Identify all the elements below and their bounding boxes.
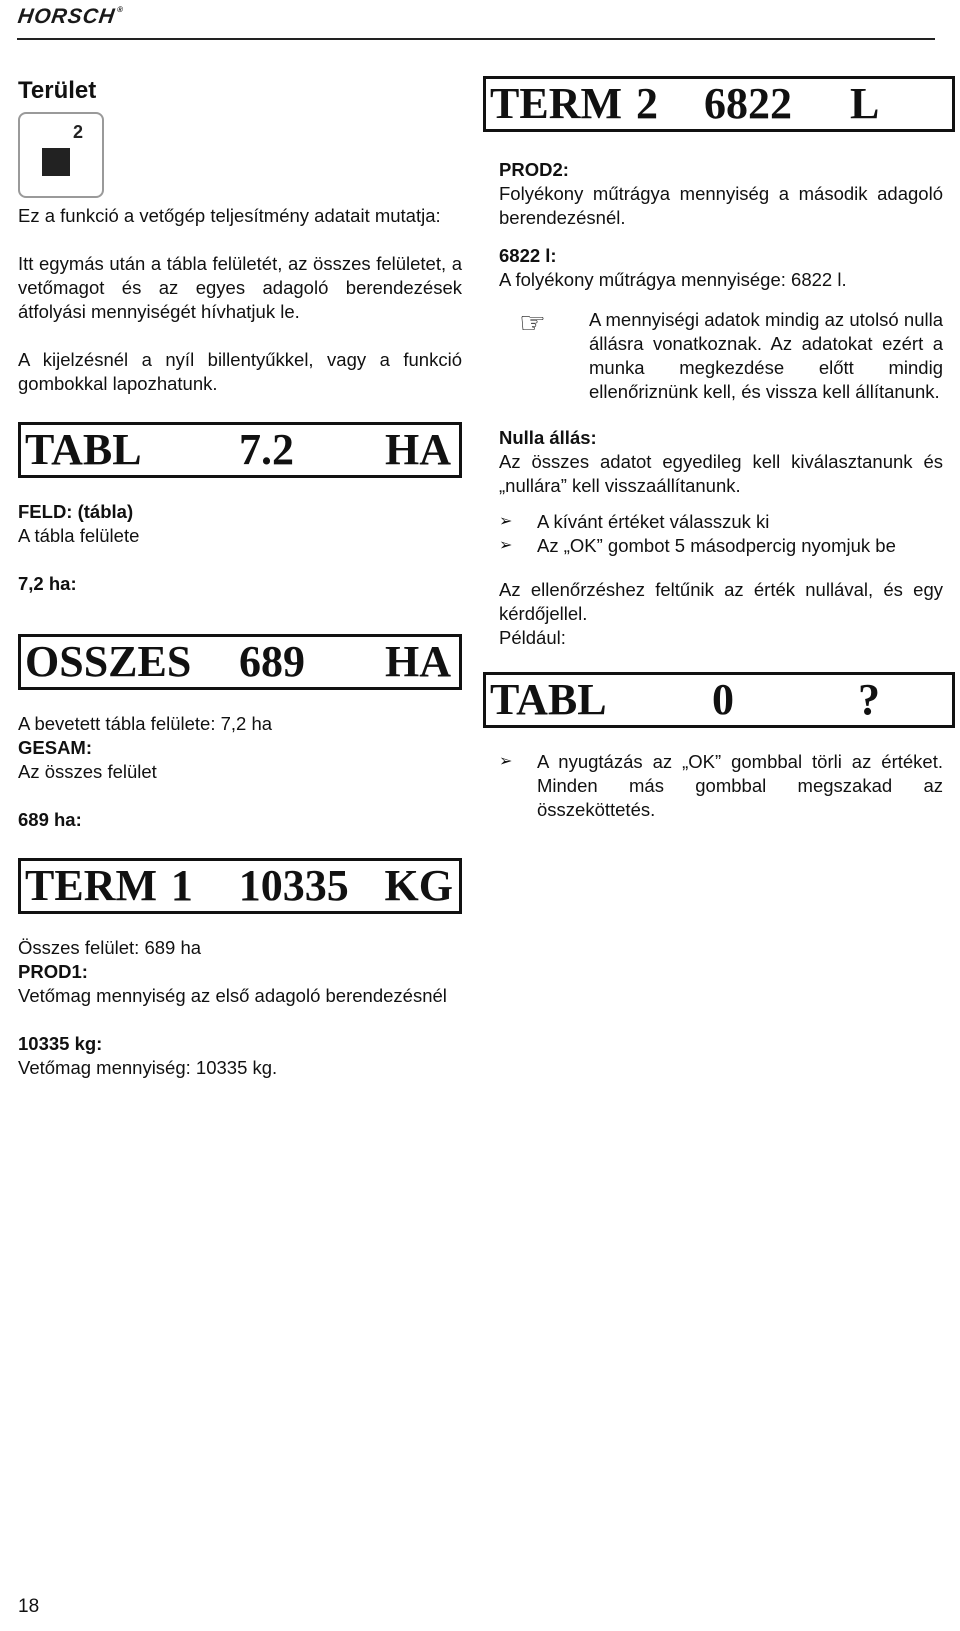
left-column — [18, 76, 462, 1104]
lcd-display-tabl: TABL 7.2 HA — [18, 422, 462, 478]
liter-block: 6822 l: A folyékony műtrágya mennyisége: 6822 l. — [499, 245, 847, 290]
list-item: ➢ Az „OK” gombot 5 másodpercig nyomjuk be — [499, 535, 896, 556]
gesam-block: A bevetett tábla felülete: 7,2 ha GESAM: Az összes felület — [18, 713, 273, 782]
area-squared-icon: 2 — [18, 112, 104, 198]
right-column — [483, 76, 955, 842]
step-list — [499, 510, 943, 558]
kg-block: 10335 kg: Vetőmag mennyiség: 10335 kg. — [18, 1033, 278, 1078]
pointing-hand-icon: ☞ — [519, 307, 546, 340]
list-item: ➢ A nyugtázás az „OK” gombbal törli az értéket. Minden más gombbal megszakad az összeköttetés. — [499, 751, 943, 820]
description-text: Itt egymás után a tábla felületét, az összes felületet, a vetőmagot és az egyes adagoló berendezések átfolyási mennyiségét hívhatjuk le. — [18, 253, 462, 322]
horsch-logo: HORSCH® — [16, 5, 125, 28]
header-rule — [17, 38, 935, 40]
prod2-block: PROD2: Folyékony műtrágya mennyiség a második adagoló berendezésnél. — [499, 159, 943, 228]
lcd-display-term2: TERM 2 6822 L — [483, 76, 955, 132]
arrow-bullet-icon: ➢ — [499, 513, 513, 530]
arrow-bullet-icon: ➢ — [499, 537, 513, 554]
navigation-text: A kijelzésnél a nyíl billentyűkkel, vagy a funkció gombokkal lapozhatunk. — [18, 349, 462, 394]
list-item: ➢ A kívánt értéket válasszuk ki — [499, 511, 770, 532]
intro-text: Ez a funkció a vetőgép teljesítmény adatait mutatja: — [18, 205, 441, 226]
arrow-bullet-icon: ➢ — [499, 753, 513, 770]
note-block: ☞ A mennyiségi adatok mindig az utolsó nulla állásra vonatkoznak. Az adatokat ezért a munka megkezdése előtt mindig ellenőriznünk kell, és vissza kell állítanunk. — [499, 308, 943, 404]
check-text: Az ellenőrzéshez feltűnik az érték nullával, és egy kérdőjellel. Például: — [499, 579, 943, 648]
prod1-block: Összes felület: 689 ha PROD1: Vetőmag mennyiség az első adagoló berendezésnél — [18, 937, 447, 1006]
nulla-block: Nulla állás: Az összes adatot egyedileg kell kiválasztanunk és „nullára” kell visszaállítanunk. — [499, 427, 943, 496]
page-number: 18 — [18, 1596, 40, 1617]
feld-block: FELD: (tábla) A tábla felülete — [18, 501, 140, 546]
confirm-list — [499, 750, 943, 822]
feld-value-label: 7,2 ha: — [18, 573, 77, 594]
lcd-display-tabl-zero: TABL 0 ? — [483, 672, 955, 728]
gesam-value-label: 689 ha: — [18, 809, 82, 830]
lcd-display-term1: TERM 1 10335 KG — [18, 858, 462, 914]
section-title: Terület — [18, 77, 97, 104]
lcd-display-osszes: OSSZES 689 HA — [18, 634, 462, 690]
